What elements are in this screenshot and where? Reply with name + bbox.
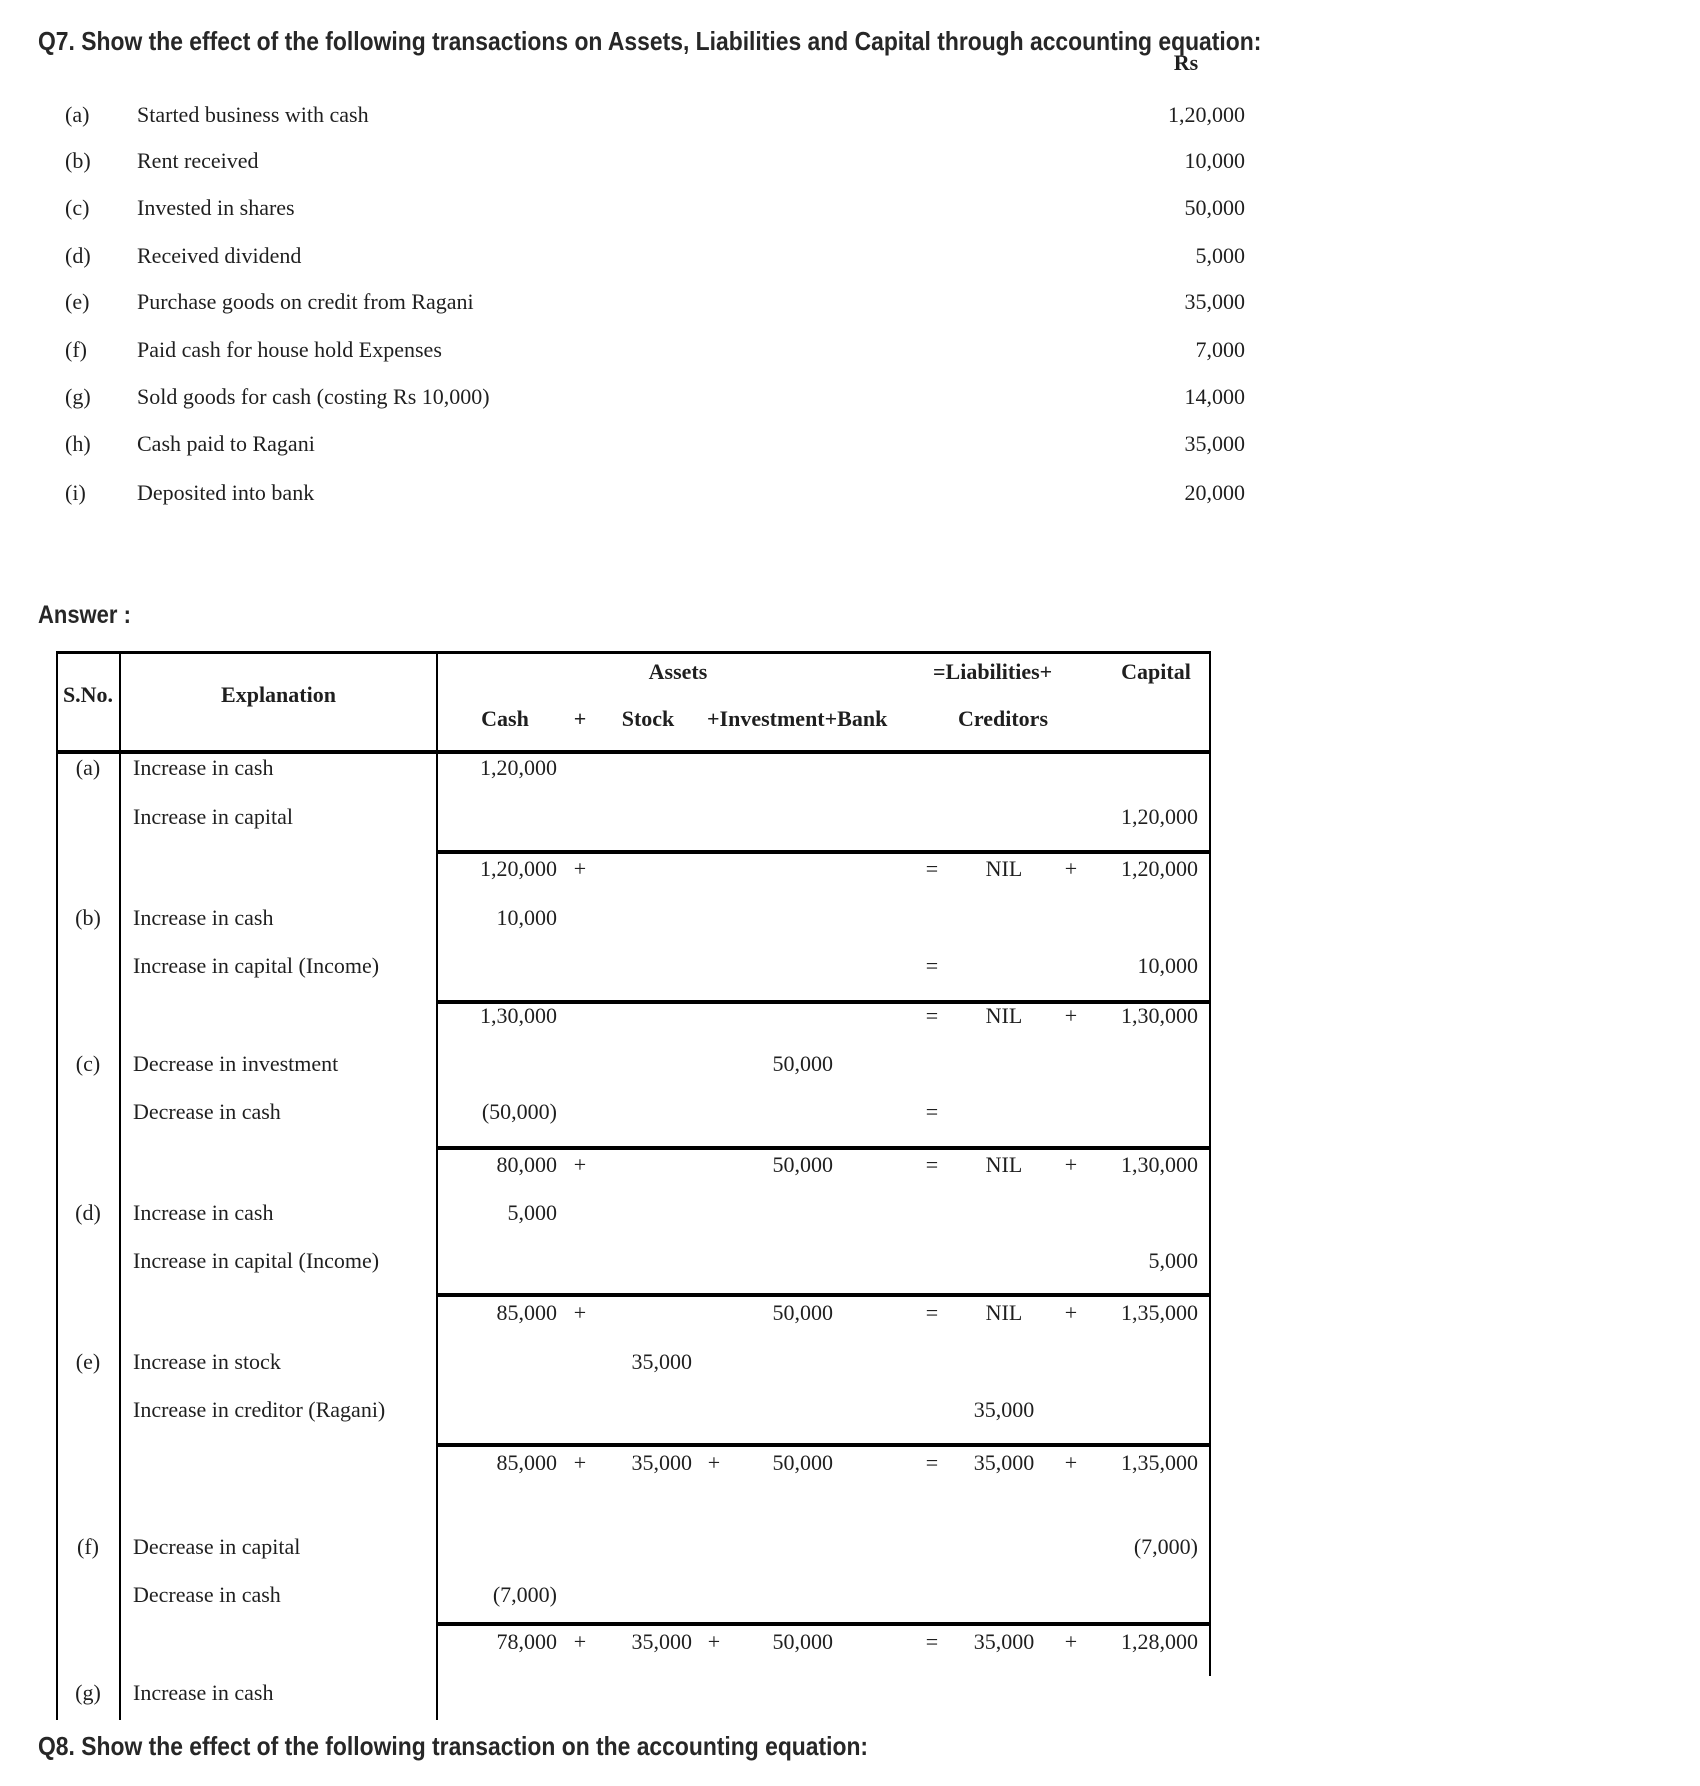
cell-cash: 5,000 [507,1200,557,1225]
cell-plus3: + [1064,1003,1078,1028]
cell-capital: 5,000 [1148,1248,1198,1273]
transaction-amount: 5,000 [1195,243,1245,268]
header-stock: Stock [621,706,675,731]
cell-investment: 50,000 [772,1450,833,1475]
cell-explanation: Decrease in investment [133,1051,339,1076]
transaction-description: Received dividend [137,243,302,268]
cell-capital: 1,20,000 [1121,856,1198,881]
header-cash: Cash [481,706,529,731]
transaction-row [0,147,1700,177]
cell-investment: 50,000 [772,1300,833,1325]
cell-explanation: Increase in cash [133,1680,274,1705]
transaction-row [0,194,1700,224]
header-assets: Assets [648,659,708,684]
answer-label: Answer : [38,601,131,629]
cell-liabilities: NIL [985,1152,1023,1177]
total-rule [437,1443,1211,1447]
table-entry-row [0,904,1700,934]
table-entry-row [0,1533,1700,1563]
cell-stock: 35,000 [631,1450,692,1475]
cell-capital: 10,000 [1137,953,1198,978]
table-entry-row [0,803,1700,833]
cell-equals: = [925,1300,939,1325]
cell-explanation: Increase in creditor (Ragani) [133,1397,386,1422]
transaction-amount: 10,000 [1184,148,1245,173]
transaction-description: Rent received [137,148,259,173]
cell-plus3: + [1064,1152,1078,1177]
cell-liabilities: 35,000 [973,1397,1035,1422]
table-entry-row [0,1581,1700,1611]
cell-capital: 1,30,000 [1121,1152,1198,1177]
cell-explanation: Increase in capital (Income) [133,1248,380,1273]
transaction-sno: (g) [65,384,91,409]
transaction-row [0,479,1700,509]
transaction-sno: (h) [65,431,91,456]
transaction-sno: (b) [65,148,91,173]
header-creditors: Creditors [957,706,1049,731]
cell-explanation: Increase in capital [133,804,294,829]
transaction-row [0,242,1700,272]
q8-title: Q8. Show the effect of the following transaction on the accounting equation: [38,1731,869,1761]
cell-plus2: + [707,1450,721,1475]
cell-cash: (7,000) [492,1582,557,1607]
table-entry-row [0,754,1700,784]
transaction-description: Deposited into bank [137,480,315,505]
cell-cash: 80,000 [496,1152,557,1177]
table-entry-row [0,952,1700,982]
cell-sno: (b) [75,905,101,930]
cell-liabilities: NIL [985,856,1023,881]
cell-capital: 1,28,000 [1121,1629,1198,1654]
transaction-sno: (d) [65,243,91,268]
cell-stock: 35,000 [631,1629,692,1654]
cell-cash: (50,000) [481,1099,557,1124]
transaction-amount: 35,000 [1184,431,1245,456]
cell-plus1: + [573,856,587,881]
cell-plus1: + [573,1300,587,1325]
cell-investment: 50,000 [772,1051,833,1076]
transaction-sno: (e) [65,289,90,314]
q7-title: Q7. Show the effect of the following transactions on Assets, Liabilities and Capital through accounting equation: [38,26,1262,56]
transaction-row [0,336,1700,366]
cell-equals: = [925,1629,939,1654]
table-total-row [0,855,1700,885]
transaction-description: Paid cash for house hold Expenses [137,337,442,362]
header-investment-bank: +Investment+Bank [707,706,888,731]
rs-header: Rs [1173,50,1199,75]
cell-explanation: Increase in cash [133,755,274,780]
table-entry-row [0,1199,1700,1229]
cell-explanation: Increase in cash [133,1200,274,1225]
transaction-sno: (a) [65,102,90,127]
transaction-description: Invested in shares [137,195,295,220]
transaction-description: Sold goods for cash (costing Rs 10,000) [137,384,490,409]
transaction-amount: 50,000 [1184,195,1245,220]
cell-cash: 1,20,000 [480,856,557,881]
cell-explanation: Decrease in capital [133,1534,301,1559]
header-capital: Capital [1121,659,1191,684]
table-entry-row [0,1396,1700,1426]
table-border-top [56,651,1211,654]
table-total-row [0,1628,1700,1658]
table-total-row [0,1299,1700,1329]
transaction-row [0,288,1700,318]
table-total-row [0,1002,1700,1032]
transaction-amount: 7,000 [1195,337,1245,362]
cell-sno: (a) [75,755,101,780]
cell-liabilities: NIL [985,1300,1023,1325]
cell-plus3: + [1064,856,1078,881]
cell-equals: = [925,1099,939,1124]
transaction-sno: (i) [65,480,86,505]
cell-explanation: Decrease in cash [133,1099,281,1124]
table-entry-row [0,1247,1700,1277]
cell-explanation: Decrease in cash [133,1582,281,1607]
cell-sno: (e) [75,1349,101,1374]
total-rule [437,1293,1211,1297]
cell-investment: 50,000 [772,1629,833,1654]
transaction-row [0,430,1700,460]
cell-cash: 78,000 [496,1629,557,1654]
cell-plus1: + [573,1629,587,1654]
cell-stock: 35,000 [631,1349,692,1374]
transaction-sno: (f) [65,337,87,362]
header-plus: + [573,706,587,731]
cell-capital: (7,000) [1133,1534,1198,1559]
header-sno: S.No. [62,682,114,707]
cell-plus3: + [1064,1629,1078,1654]
table-entry-row [0,1098,1700,1128]
cell-sno: (g) [75,1680,101,1705]
transaction-description: Purchase goods on credit from Ragani [137,289,474,314]
transaction-row [0,101,1700,131]
cell-sno: (c) [75,1051,101,1076]
cell-sno: (d) [75,1200,101,1225]
cell-cash: 1,30,000 [480,1003,557,1028]
cell-plus3: + [1064,1300,1078,1325]
total-rule [437,1622,1211,1626]
cell-liabilities: 35,000 [973,1450,1035,1475]
table-total-row [0,1151,1700,1181]
cell-explanation: Increase in cash [133,905,274,930]
cell-equals: = [925,953,939,978]
transaction-description: Started business with cash [137,102,369,127]
transaction-amount: 20,000 [1184,480,1245,505]
cell-explanation: Increase in capital (Income) [133,953,380,978]
cell-equals: = [925,1152,939,1177]
cell-plus1: + [573,1152,587,1177]
cell-liabilities: 35,000 [973,1629,1035,1654]
cell-cash: 1,20,000 [480,755,557,780]
cell-capital: 1,30,000 [1121,1003,1198,1028]
cell-plus1: + [573,1450,587,1475]
total-rule [437,1146,1211,1150]
cell-cash: 85,000 [496,1300,557,1325]
transaction-amount: 35,000 [1184,289,1245,314]
cell-capital: 1,35,000 [1121,1450,1198,1475]
total-rule [437,850,1211,854]
transaction-description: Cash paid to Ragani [137,431,315,456]
table-total-row [0,1449,1700,1479]
table-entry-row [0,1050,1700,1080]
transaction-amount: 14,000 [1184,384,1245,409]
header-liabilities: =Liabilities+ [933,659,1053,684]
cell-capital: 1,20,000 [1121,804,1198,829]
cell-plus3: + [1064,1450,1078,1475]
cell-plus2: + [707,1629,721,1654]
cell-cash: 85,000 [496,1450,557,1475]
cell-equals: = [925,1003,939,1028]
cell-capital: 1,35,000 [1121,1300,1198,1325]
cell-equals: = [925,1450,939,1475]
table-entry-row [0,1348,1700,1378]
cell-liabilities: NIL [985,1003,1023,1028]
transaction-row [0,383,1700,413]
cell-explanation: Increase in stock [133,1349,281,1374]
transaction-sno: (c) [65,195,90,220]
transaction-amount: 1,20,000 [1168,102,1245,127]
header-explanation: Explanation [221,682,336,707]
table-entry-row [0,1679,1700,1709]
cell-equals: = [925,856,939,881]
cell-cash: 10,000 [496,905,557,930]
cell-investment: 50,000 [772,1152,833,1177]
cell-sno: (f) [77,1534,99,1559]
